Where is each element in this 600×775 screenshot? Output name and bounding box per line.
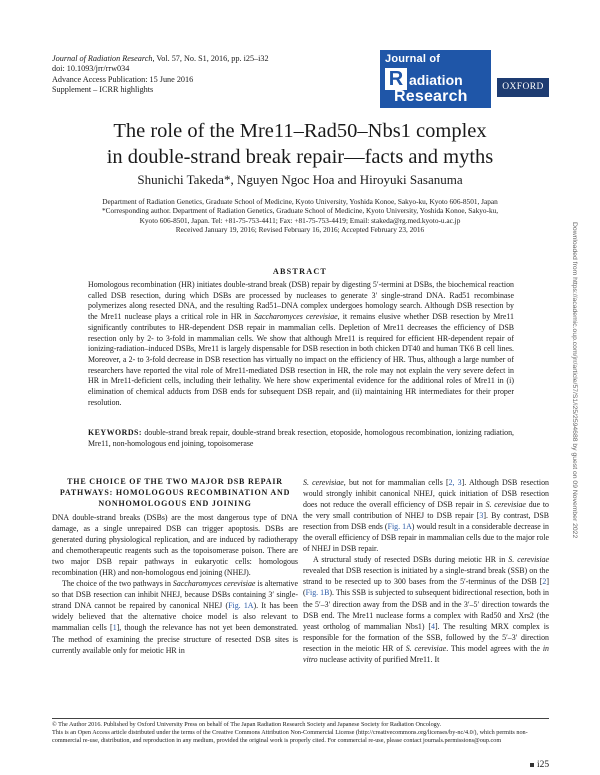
logo-line-3: Research bbox=[394, 88, 468, 105]
affiliation-line: *Corresponding author. Department of Radiation Genetics, Graduate School of Medicine, Kyoto University, Yoshida Konoe, Sakyo-ku, bbox=[101, 206, 499, 216]
journal-meta bbox=[52, 54, 269, 96]
journal-citation: Journal of Radiation Research, Vol. 57, No. S1, 2016, pp. i25–i32 bbox=[52, 54, 269, 63]
license-footer bbox=[52, 721, 549, 745]
footer-divider bbox=[52, 718, 549, 719]
paragraph: The choice of the two pathways in Saccharomyces cerevisiae is alternative so that DSB resection can inhibit NHEJ, because DSBs containing 3′ single-strand DNA cannot be repaired by canonical NHEJ (Fig. 1A). It has been widely believed that the alternative choice model is also relevant to mammalian cells [1], though the relevance has not yet been demonstrated. The method of examining the precise structure of resected DSB sites is currently available only for meiotic HR in bbox=[52, 579, 298, 655]
journal-doi[interactable]: doi: 10.1093/jrr/rrw034 bbox=[52, 64, 130, 74]
paragraph: S. cerevisiae, but not for mammalian cells [2, 3]. Although DSB resection would strongly inhibit canonical NHEJ, quick initiation of DSB resection does not reduce the overall efficiency of DSB repair in S. cerevisiae due to the very small contribution of NHEJ to DSB repair [3]. By contrast, DSB resection from DSB ends (Fig. 1A) would result in a considerable decrease in the overall efficiency of DSB repair in mammalian cells due to the major role of NHEJ in DSB repair. bbox=[303, 478, 549, 554]
copyright-notice: © The Author 2016. Published by Oxford University Press on behalf of The Japan Radiation Research Society and Japanese Society for Radiation Oncology. bbox=[52, 721, 441, 728]
reference-link[interactable]: 1 bbox=[112, 623, 117, 633]
affiliation-line: Kyoto 606-8501, Japan. Tel: +81-75-753-4411; Fax: +81-75-753-4419; Email: stakeda@rg.med.kyoto-u.ac.jp bbox=[139, 215, 461, 225]
figure-link[interactable]: Fig. 1A bbox=[387, 522, 412, 532]
article-title bbox=[50, 118, 550, 170]
abstract-text: Homologous recombination (HR) initiates double-strand break (DSB) repair by digesting 5′-termini at DSBs, the biochemical reaction called DSB resection, during which DSBs are processed by nucleases to generate 3′ single-strand DNA. Rad51 recombinase polymerizes along resected DNA, and the resulting Rad51–DNA complex undergoes homology search. Although DSB resection by the Mre11 nuclease plays a critical role in HR in Saccharomyces cerevisiae, it remains elusive whether DSB resection by Mre11 significantly contributes to HR-dependent DSB repair in mammalian cells. Depletion of Mre11 decreases the efficiency of DSB resection only by 2- to 3-fold in mammalian cells. We show that although Mre11 is required for efficient HR-dependent repair of ionizing-radiation–induced DSBs, Mre11 is largely dispensable for DSB resection in both chicken DT40 and human TK6 B cell lines. Moreover, a 2- to 3-fold decrease in DSB resection has virtually no impact on the efficiency of HR. Thus, although a large number of researchers have reported the vital role of Mre11-mediated DSB resection in HR, the role may not explain the very severe defect in HR in Mre11-deficient cells, including their lethality. We here show experimental evidence for the additional roles of Mre11 in (i) elimination of chemical adducts from DSB ends for subsequent DSB repair, and (ii) maintaining HR intermediates for their proper resolution. bbox=[88, 280, 514, 407]
paragraph: DNA double-strand breaks (DSBs) are the most dangerous type of DNA damage, as a single unrepaired DSB can trigger apoptosis. DSBs are generated during physiological replication, and are induced by radiotherapy and chemotherapeutic reagents such as the topoisomerase poison. There are two major DSB repair pathways in eukaryotic cells: homologous recombination (HR) and non-homologous end joining (NHEJ). bbox=[52, 513, 298, 578]
reference-link[interactable]: 4 bbox=[430, 621, 435, 631]
body-column-right bbox=[303, 477, 549, 665]
reference-link[interactable]: 3 bbox=[479, 511, 484, 521]
received-dates: Received January 19, 2016; Revised February 16, 2016; Accepted February 23, 2016 bbox=[175, 225, 425, 235]
affiliation-line: Department of Radiation Genetics, Graduate School of Medicine, Kyoto University, Yoshida Konoe, Sakyo-ku, Kyoto 606-8501, Japan bbox=[102, 197, 498, 206]
license-notice: This is an Open Access article distributed under the terms of the Creative Commons Attribution Non-Commercial License (http://creativecommons.org/licenses/by-nc/4.0/), which permits non-commercial re-use, distribution, and reproduction in any medium, provided the original work is properly cited. For commercial re-use, please contact journals.permissions@oup.com bbox=[52, 729, 528, 745]
logo-line-2: adiation bbox=[409, 72, 463, 88]
paragraph: A structural study of resected DSBs during meiotic HR in S. cerevisiae revealed that DSB resection is initiated by a single-strand break (SSB) on the strand to be resected up to 300 bases from the 5′-terminus of the DSB [2] (Fig. 1B). This SSB is subjected to subsequent bidirectional resection, both in the 5′–3′ direction away from the DSB and in the 3′–5′ direction towards the DSB end. The Mre11 nuclease forms a complex with Rad50 and Xrs2 (the yeast ortholog of mammalian Nbs1) [4]. The resulting MRX complex is responsible for the formation of the SSB, followed by the 5′–3′ direction resection in the meiotic HR of S. cerevisiae. This model agrees with the in vitro nuclease activity of purified Mre11. It bbox=[303, 555, 549, 664]
journal-supplement: Supplement – ICRR highlights bbox=[52, 85, 154, 95]
keywords-label: KEYWORDS: bbox=[88, 428, 143, 437]
logo-line-1: Journal of bbox=[385, 53, 441, 65]
reference-link[interactable]: 2, 3 bbox=[448, 478, 462, 487]
title-line-2: in double-strand break repair—facts and myths bbox=[106, 146, 494, 168]
oxford-badge: OXFORD bbox=[497, 78, 549, 97]
page-number: i25 bbox=[530, 760, 549, 770]
affiliations bbox=[60, 197, 540, 235]
body-column-left bbox=[52, 476, 298, 656]
journal-logo bbox=[380, 50, 491, 108]
bullet-icon bbox=[530, 763, 534, 767]
author-list: Shunichi Takeda*, Nguyen Ngoc Hoa and Hiroyuki Sasanuma bbox=[137, 172, 463, 187]
figure-link[interactable]: Fig. 1B bbox=[305, 588, 330, 598]
abstract-heading: ABSTRACT bbox=[272, 267, 328, 276]
logo-r-mark: R bbox=[385, 68, 407, 90]
download-watermark: Downloaded from https://academic.oup.com/jrr/article/57/S1/i25/2594688 by guest on 09 November 2022 bbox=[571, 222, 578, 539]
figure-link[interactable]: Fig. 1A bbox=[228, 601, 254, 611]
journal-access-date: Advance Access Publication: 15 June 2016 bbox=[52, 74, 194, 84]
title-line-1: The role of the Mre11–Rad50–Nbs1 complex bbox=[113, 120, 487, 142]
keywords: KEYWORDS: double-strand break repair, double-strand break resection, etoposide, homologous recombination, ionizing radiation, Mre11, non-homologous end joining, topoisomerase bbox=[88, 428, 514, 448]
section-heading: THE CHOICE OF THE TWO MAJOR DSB REPAIR PATHWAYS: HOMOLOGOUS RECOMBINATION AND NONHOMOLOGOUS END JOINING bbox=[59, 477, 291, 508]
reference-link[interactable]: 2 bbox=[542, 577, 547, 587]
